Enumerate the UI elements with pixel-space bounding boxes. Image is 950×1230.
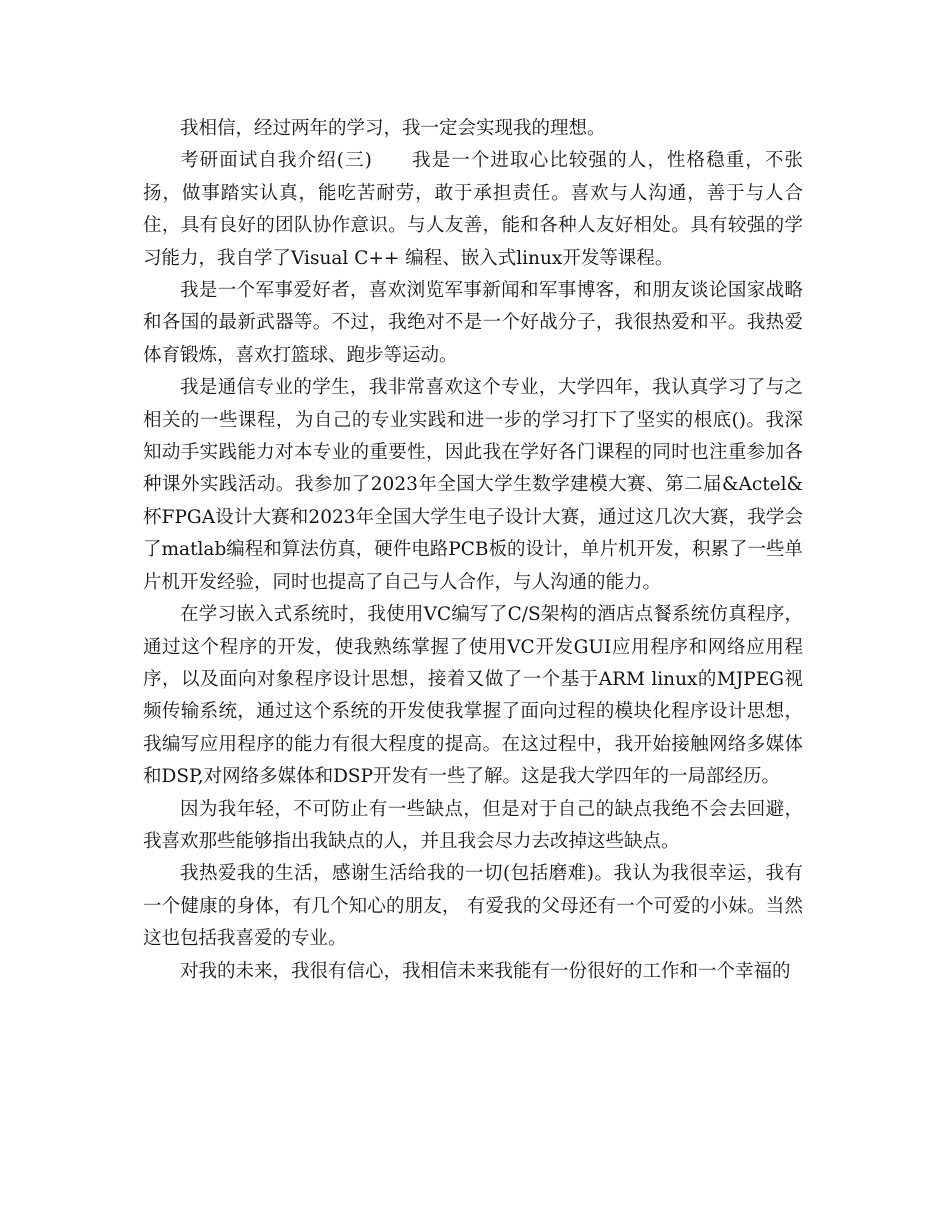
paragraph-4: 我是通信专业的学生，我非常喜欢这个专业，大学四年，我认真学习了与之相关的一些课程，为自己的专业实践和进一步的学习打下了坚实的根底()。我深知动手实践能力对本专业的重要性，因此我在学好各门课程的同时也注重参加各种课外实践活动。我参加了2023年全国大学生数学建模大赛、第二届&Actel&杯FPGA设计大赛和2023年全国大学生电子设计大赛，通过这几次大赛，我学会了matlab编程和算法仿真，硬件电路PCB板的设计，单片机开发，积累了一些单片机开发经验，同时也提高了自己与人合作，与人沟通的能力。 bbox=[143, 377, 803, 593]
paragraph-6: 因为我年轻，不可防止有一些缺点，但是对于自己的缺点我绝不会去回避，我喜欢那些能够指出我缺点的人，并且我会尽力去改掉这些缺点。 bbox=[143, 798, 803, 852]
paragraph-3: 我是一个军事爱好者，喜欢浏览军事新闻和军事博客，和朋友谈论国家战略和各国的最新武器等。不过，我绝对不是一个好战分子，我很热爱和平。我热爱体育锻炼，喜欢打篮球、跑步等运动。 bbox=[143, 280, 803, 366]
paragraph-8: 对我的未来，我很有信心，我相信未来我能有一份很好的工作和一个幸福的 bbox=[180, 960, 791, 982]
paragraph-2: 考研面试自我介绍(三) 我是一个进取心比较强的人，性格稳重，不张扬，做事踏实认真，能吃苦耐劳，敢于承担责任。喜欢与人沟通，善于与人合住，具有良好的团队协作意识。与人友善，能和各种人友好相处。具有较强的学习能力，我自学了Visual C++ 编程、嵌入式linux开发等课程。 bbox=[143, 150, 803, 269]
paragraph-1: 我相信，经过两年的学习，我一定会实现我的理想。 bbox=[180, 118, 606, 139]
paragraph-7: 我热爱我的生活，感谢生活给我的一切(包括磨难)。我认为我很幸运，我有一个健康的身体，有几个知心的朋友， 有爱我的父母还有一个可爱的小妹。当然这也包括我喜爱的专业。 bbox=[143, 863, 803, 950]
paragraph-5: 在学习嵌入式系统时，我使用VC编写了C/S架构的酒店点餐系统仿真程序，通过这个程序的开发，使我熟练掌握了使用VC开发GUI应用程序和网络应用程序，以及面向对象程序设计思想，接着又做了一个基于ARM linux的MJPEG视频传输系统，通过这个系统的开发使我掌握了面向过程的模块化程序设计思想，我编写应用程序的能力有很大程度的提高。在这过程中，我开始接触网络多媒体和DSP,对网络多媒体和DSP开发有一些了解。这是我大学四年的一局部经历。 bbox=[143, 604, 803, 788]
document-body bbox=[143, 113, 803, 988]
